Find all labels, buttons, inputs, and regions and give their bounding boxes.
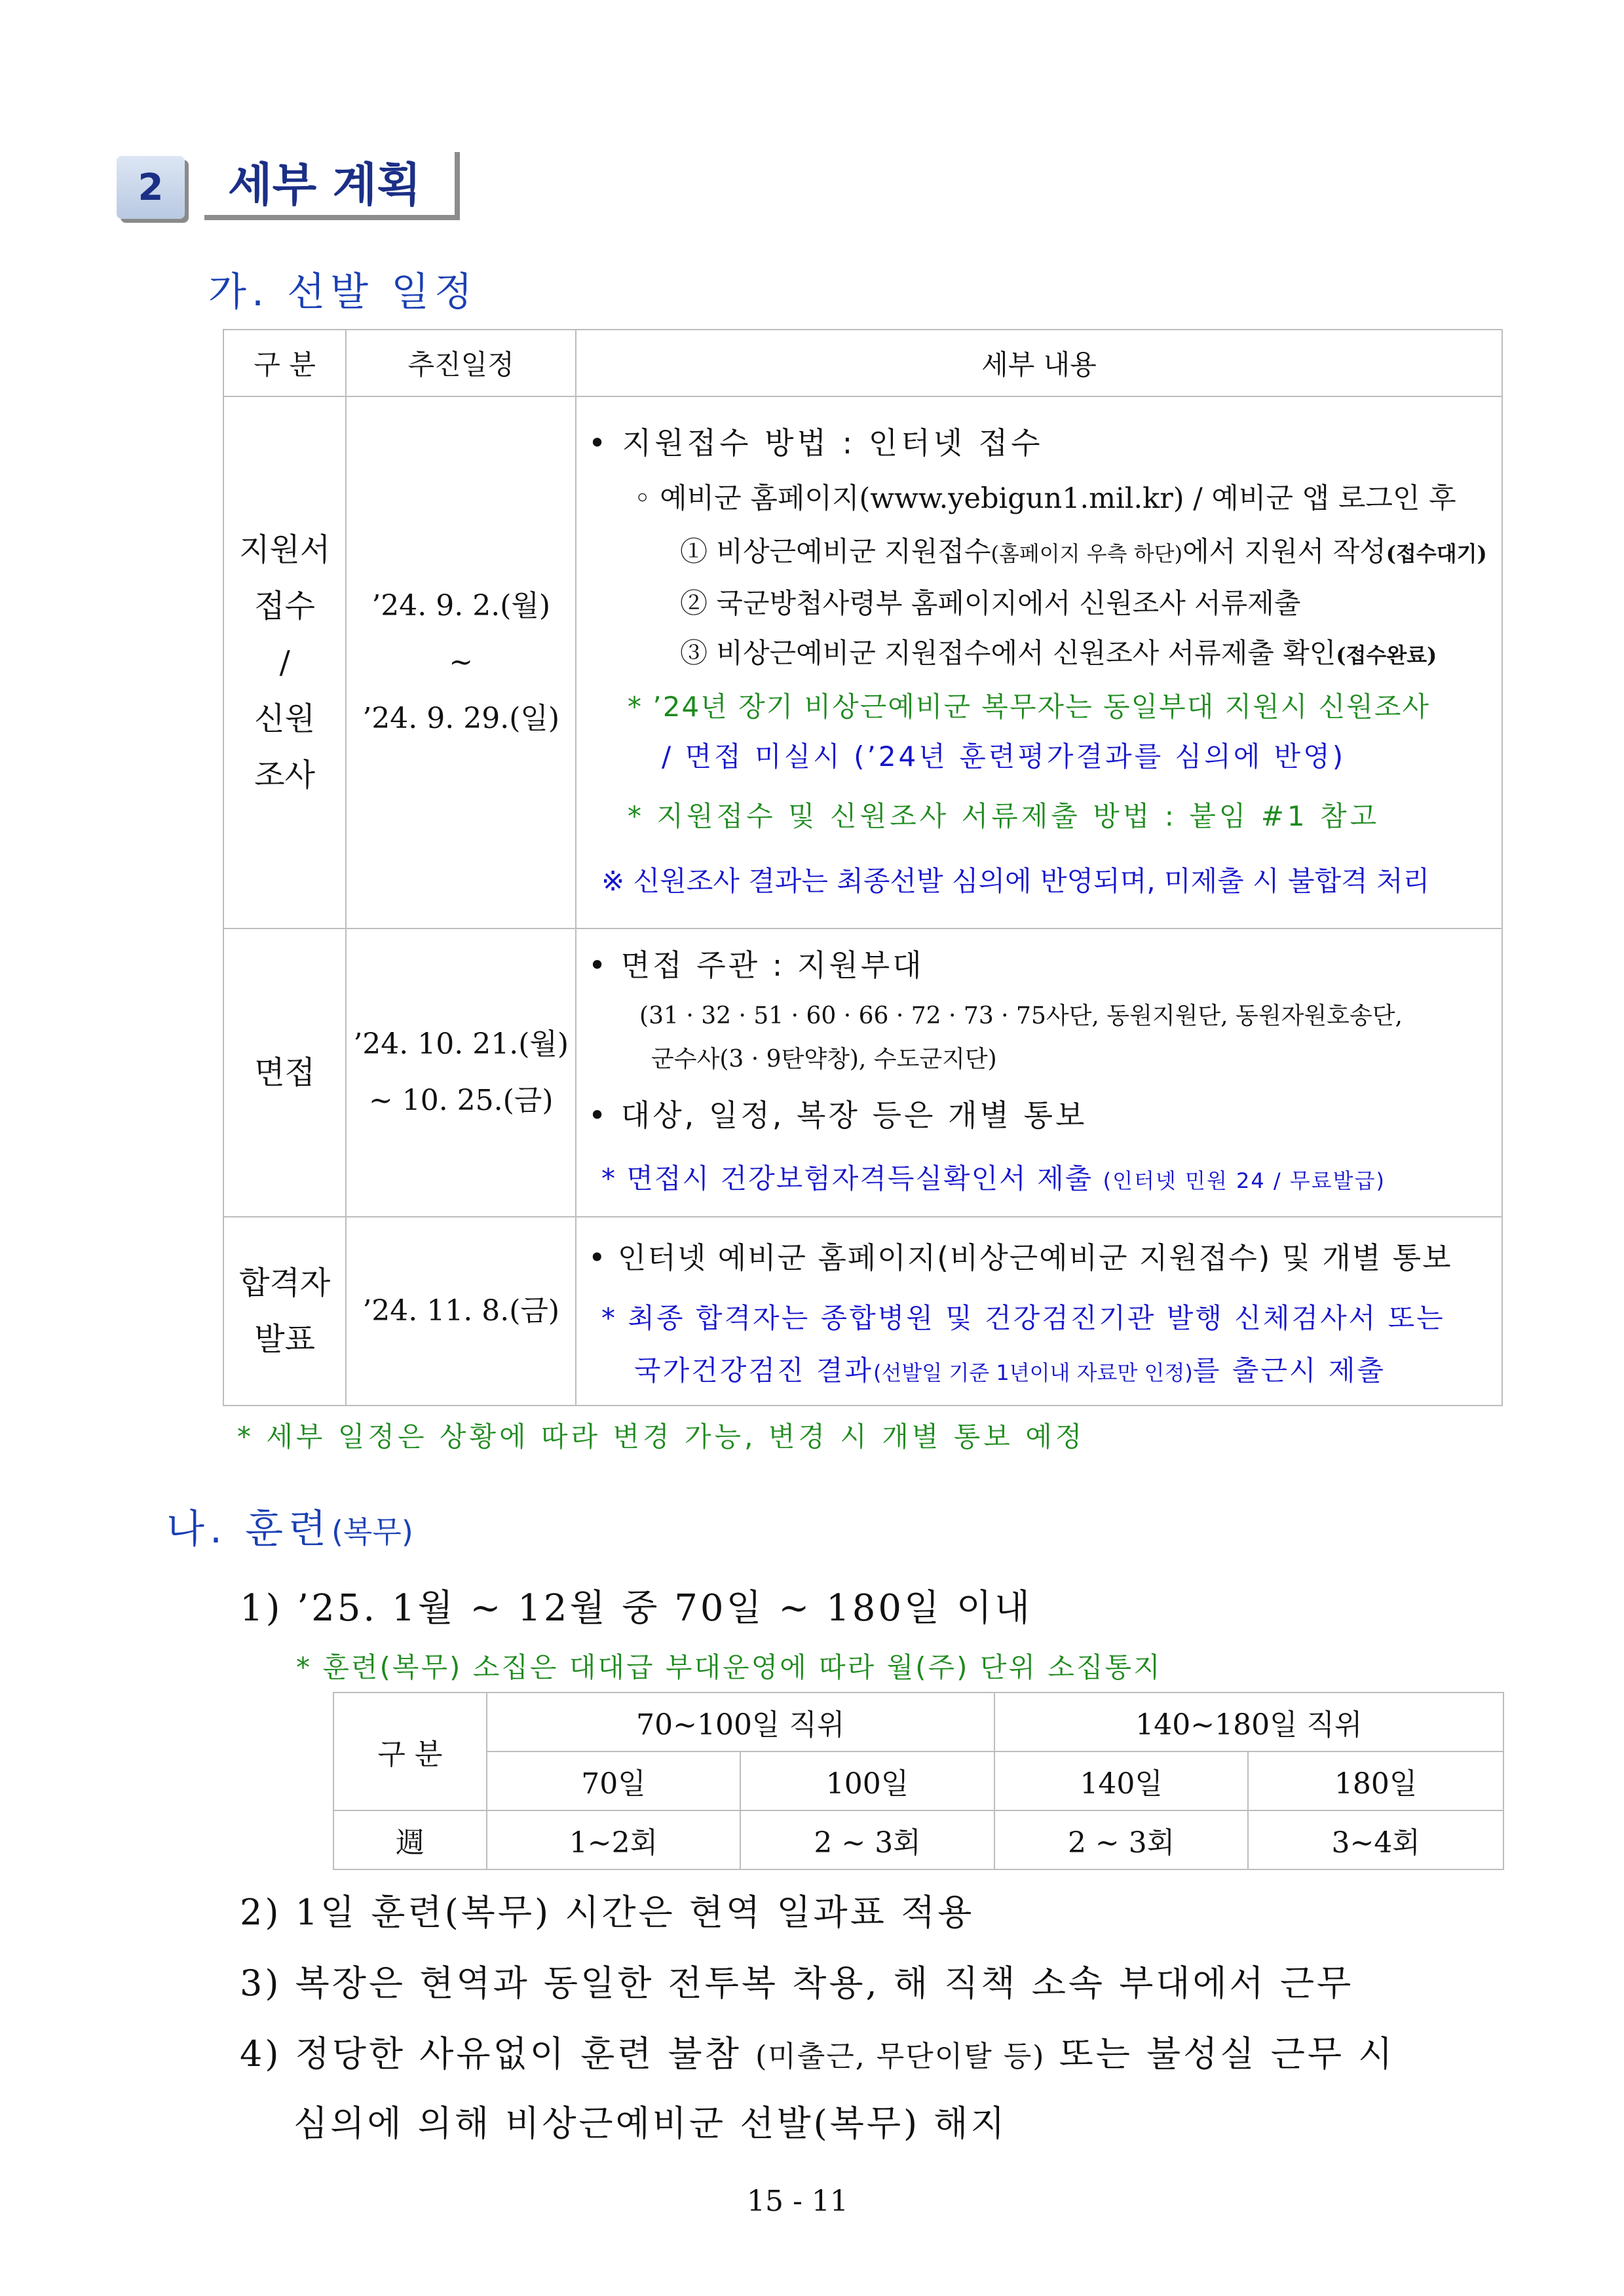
row-interview-date: ’24. 10. 21.(월) ~ 10. 25.(금) (346, 928, 576, 1217)
header-category: 구 분 (223, 330, 346, 396)
col-100: 100일 (740, 1751, 994, 1810)
bullet-icon: • (588, 947, 621, 983)
training-item-3: 3) 복장은 현역과 동일한 전투복 착용, 해 직책 소속 부대에서 근무 (240, 1962, 1354, 2004)
subsection-heading-a: 가. 선발 일정 (208, 269, 478, 315)
training-item-1-note: * 훈련(복무) 소집은 대대급 부대운영에 따라 월(주) 단위 소집통지 (296, 1651, 1162, 1683)
training-frequency-table (333, 1692, 1504, 1870)
value-180: 3~4회 (1248, 1810, 1503, 1869)
subsection-heading-b: 나. 훈련(복무) (166, 1506, 413, 1552)
bullet-icon: • (588, 425, 622, 461)
group-140-180: 140~180일 직위 (994, 1693, 1503, 1751)
training-table-label: 구 분 (333, 1693, 487, 1810)
training-item-4: 4) 정당한 사유없이 훈련 불참 (미출근, 무단이탈 등) 또는 불성실 근무 시 (240, 2033, 1395, 2075)
training-item-4-continued: 심의에 의해 비상근예비군 선발(복무) 해지 (293, 2103, 1008, 2144)
group-70-100: 70~100일 직위 (487, 1693, 994, 1751)
row-interview-category: 면접 (223, 928, 346, 1217)
schedule-table (223, 329, 1503, 1406)
section-number-badge: 2 (117, 156, 185, 219)
col-140: 140일 (994, 1751, 1249, 1810)
training-item-1: 1) ’25. 1월 ~ 12월 중 70일 ~ 180일 이내 (240, 1587, 1033, 1630)
training-item-2: 2) 1일 훈련(복무) 시간은 현역 일과표 적용 (240, 1892, 975, 1933)
value-140: 2 ~ 3회 (994, 1810, 1249, 1869)
value-100: 2 ~ 3회 (740, 1810, 994, 1869)
row-announcement-detail: • 인터넷 예비군 홈페이지(비상근예비군 지원접수) 및 개별 통보 * 최종 합격자는 종합병원 및 건강검진기관 발행 신체검사서 또는 국가건강검진 결과(선발일 기준 1년이내 자료만 인정)를 출근시 제출 (576, 1217, 1502, 1406)
row-announcement-category: 합격자 발표 (223, 1217, 346, 1406)
col-70: 70일 (487, 1751, 741, 1810)
col-180: 180일 (1248, 1751, 1503, 1810)
header-schedule: 추진일정 (346, 330, 576, 396)
row-application-category: 지원서 접수 / 신원 조사 (223, 396, 346, 928)
bullet-icon: • (588, 1097, 621, 1133)
section-title: 세부 계획 (204, 152, 460, 220)
bullet-icon: • (588, 1240, 618, 1275)
row-application-detail: • 지원접수 방법 : 인터넷 접수 ◦ 예비군 홈페이지(www.yebigun1.mil.kr) / 예비군 앱 로그인 후 ① 비상근예비군 지원접수(홈페이지 우측 하단)에서 지원서 작성(접수대기) ② 국군방첩사령부 홈페이지에서 신원조사 서류제출 ③ 비상근예비군 지원접수에서 신원조사 서류제출 확인(접수완료) * ’24년 장기 비상근예비군 복무자는 동일부대 지원시 신원조사 / 면접 미실시 (’24년 훈련평가결과를 심의에 반영) * 지원접수 및 신원조사 서류제출 방법 : 붙임 #1 참고 ※ 신원조사 결과는 최종선발 심의에 반영되며, 미제출 시 불합격 처리 (576, 396, 1502, 928)
row-week-label: 週 (333, 1810, 487, 1869)
row-interview-detail: • 면접 주관 : 지원부대 (31 · 32 · 51 · 60 · 66 · 72 · 73 · 75사단, 동원지원단, 동원자원호송단, 군수사(3 · 9탄약창), 수도군지단) • 대상, 일정, 복장 등은 개별 통보 * 면접시 건강보험자격득실확인서 제출 (인터넷 민원 24 / 무료발급) (576, 928, 1502, 1217)
value-70: 1~2회 (487, 1810, 741, 1869)
schedule-footnote: * 세부 일정은 상황에 따라 변경 가능, 변경 시 개별 통보 예정 (237, 1421, 1086, 1453)
page-number: 15 - 11 (747, 2185, 848, 2218)
header-detail: 세부 내용 (576, 330, 1502, 396)
row-announcement-date: ’24. 11. 8.(금) (346, 1217, 576, 1406)
row-application-date: ’24. 9. 2.(월) ~ ’24. 9. 29.(일) (346, 396, 576, 928)
